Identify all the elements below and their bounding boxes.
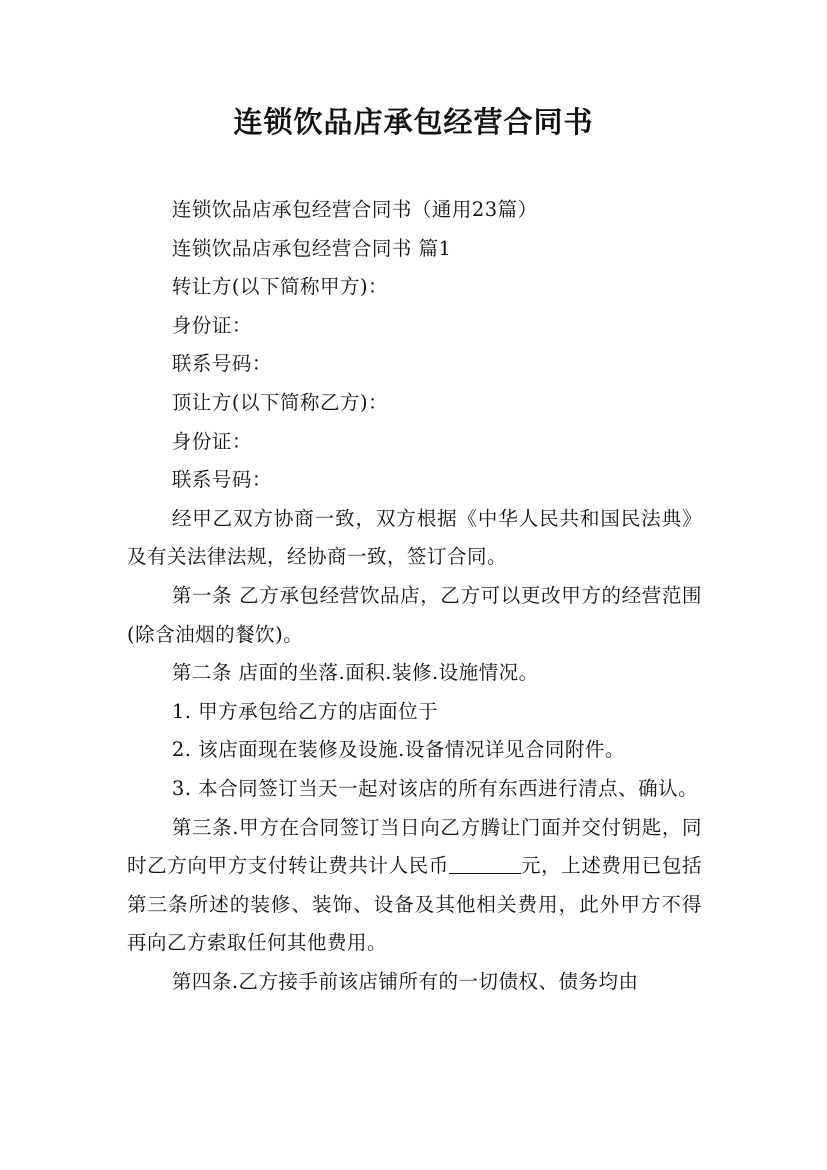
paragraph-section-title: 连锁饮品店承包经营合同书 篇1 <box>171 236 452 260</box>
document-title: 连锁饮品店承包经营合同书 <box>233 105 594 139</box>
paragraph-article-4: 第四条.乙方接手前该店铺所有的一切债权、债务均由 <box>171 969 639 993</box>
paragraph-transferee-phone: 联系号码： <box>171 468 272 492</box>
paragraph-item-3: 3. 本合同签订当天一起对该店的所有东西进行清点、确认。 <box>171 776 699 800</box>
paragraph-article-1: 第一条 乙方承包经营饮品店，乙方可以更改甲方的经营范围(除含油烟的餐饮)。 <box>127 583 702 646</box>
paragraph-item-2: 2. 该店面现在装修及设施.设备情况详见合同附件。 <box>171 738 625 762</box>
paragraph-transferee: 顶让方(以下简称乙方)： <box>171 390 389 414</box>
paragraph-transferee-id: 身份证： <box>171 429 252 453</box>
paragraph-article-3 <box>127 809 702 963</box>
amount-blank <box>449 854 521 875</box>
paragraph-transferor: 转让方(以下简称甲方)： <box>171 275 389 299</box>
paragraph-preamble: 经甲乙双方协商一致，双方根据《中华人民共和国民法典》及有关法律法规，经协商一致，签订合同。 <box>127 506 702 569</box>
article-3-text-before: 第三条.甲方在合同签订当日向乙方腾让门面并交付钥匙，同时乙方向甲方支付转让费共计人民币 <box>127 815 702 878</box>
paragraph-heading: 连锁饮品店承包经营合同书（通用23篇） <box>171 198 538 221</box>
paragraph-article-2: 第二条 店面的坐落.面积.装修.设施情况。 <box>171 661 539 685</box>
document-body <box>127 191 702 1001</box>
article-3-text-after: 元，上述费用已包括第三条所述的装修、装饰、设备及其他相关费用，此外甲方不得再向乙方索取任何其他费用。 <box>127 854 702 955</box>
paragraph-item-1: 1. 甲方承包给乙方的店面位于 <box>171 699 439 723</box>
paragraph-transferor-id: 身份证： <box>171 313 252 337</box>
paragraph-transferor-phone: 联系号码： <box>171 352 272 376</box>
